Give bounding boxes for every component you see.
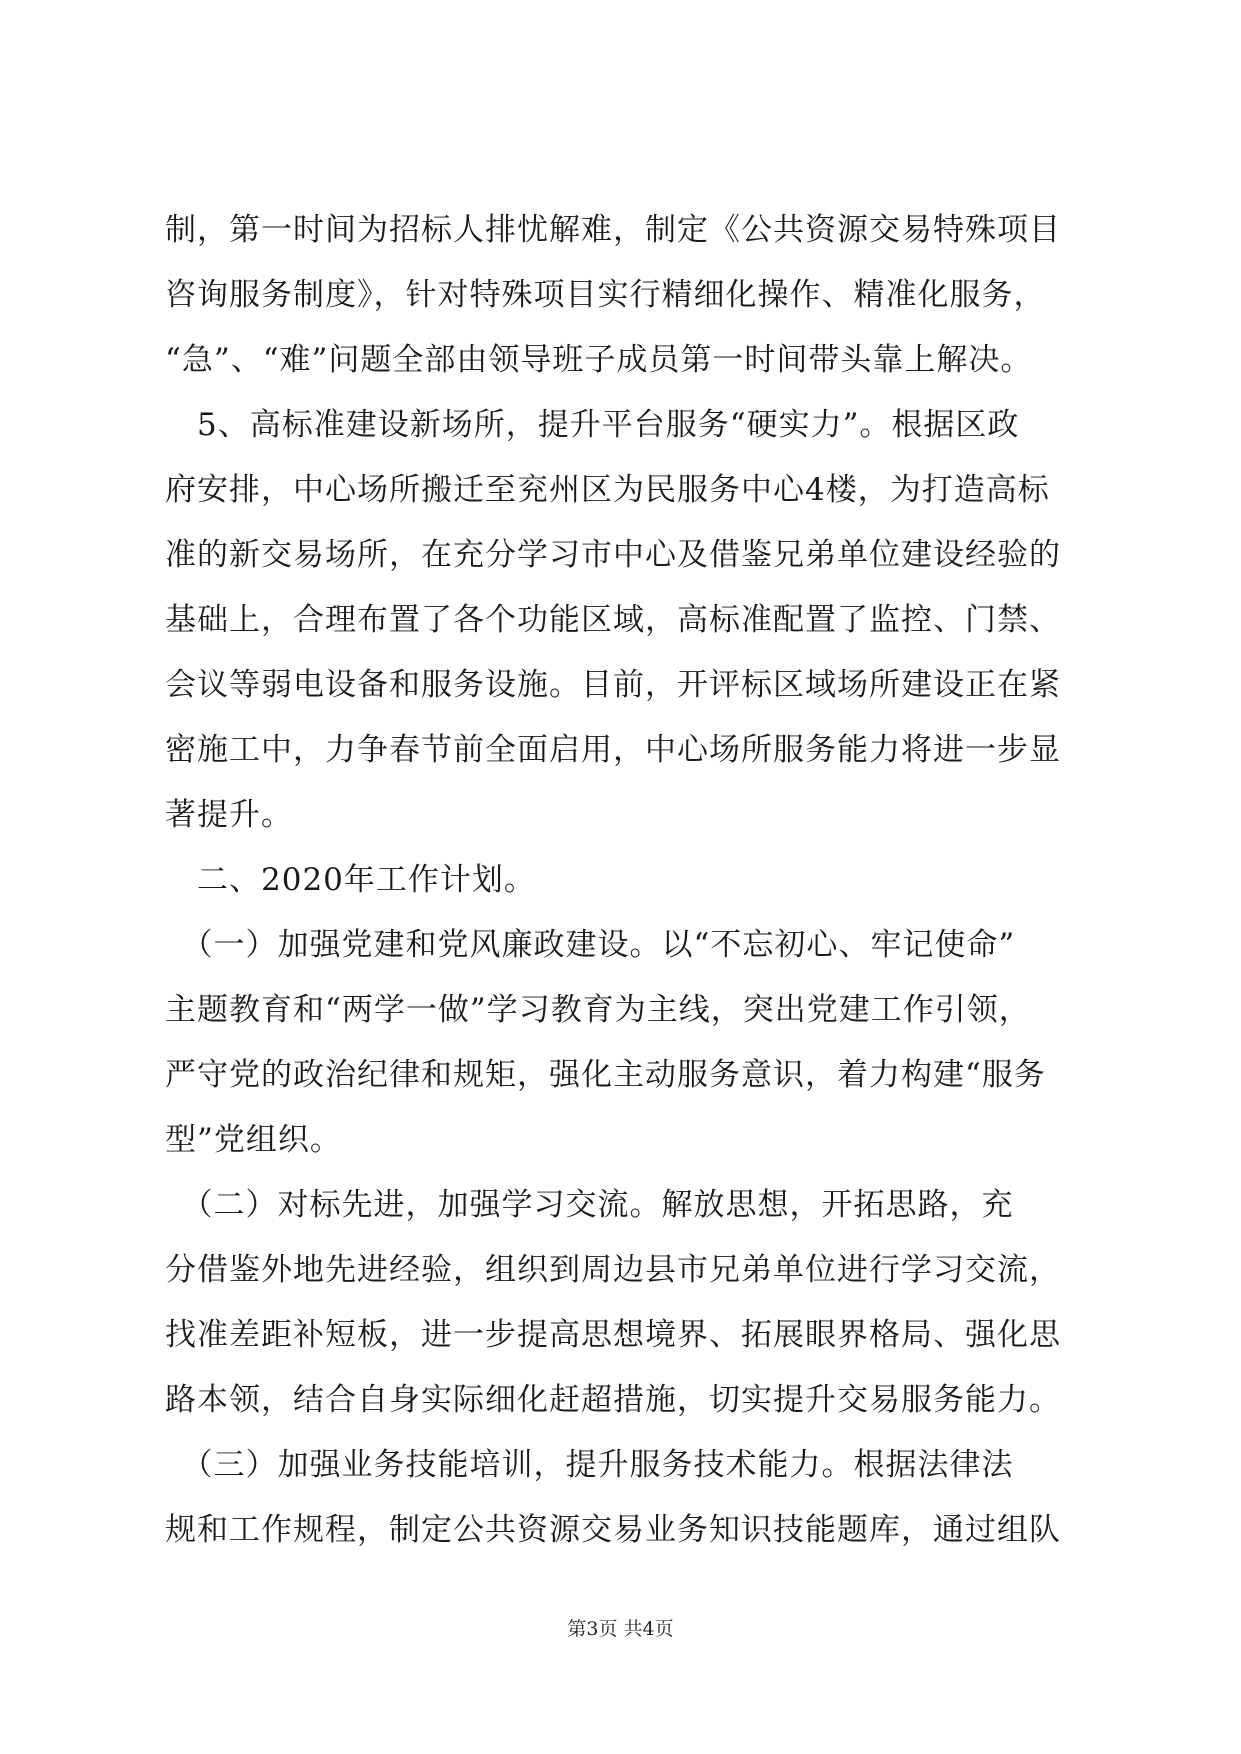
body-text-line: 路本领，结合自身实际细化赶超措施，切实提升交易服务能力。 — [165, 1382, 1061, 1418]
body-text-line: 基础上，合理布置了各个功能区域，高标准配置了监控、门禁、 — [165, 602, 1061, 638]
body-text-line: 分借鉴外地先进经验，组织到周边县市兄弟单位进行学习交流， — [165, 1252, 1061, 1288]
body-text-line: （一）加强党建和党风廉政建设。以“不忘初心、牢记使命” — [165, 927, 1016, 963]
section-heading: 二、2020年工作计划。 — [165, 862, 536, 898]
body-text-line: 找准差距补短板，进一步提高思想境界、拓展眼界格局、强化思 — [165, 1317, 1061, 1353]
body-text-line: 密施工中，力争春节前全面启用，中心场所服务能力将进一步显 — [165, 732, 1061, 768]
body-text-line: 主题教育和“两学一做”学习教育为主线，突出党建工作引领， — [165, 992, 1031, 1028]
body-text-line: 准的新交易场所，在充分学习市中心及借鉴兄弟单位建设经验的 — [165, 537, 1061, 573]
body-text-line: 著提升。 — [165, 797, 293, 833]
body-text-line: 制，第一时间为招标人排忧解难，制定《公共资源交易特殊项目 — [165, 212, 1061, 248]
body-text-line: 严守党的政治纪律和规矩，强化主动服务意识，着力构建“服务 — [165, 1057, 1046, 1093]
body-text-line: 会议等弱电设备和服务设施。目前，开评标区域场所建设正在紧 — [165, 667, 1061, 703]
body-text-line: 咨询服务制度》，针对特殊项目实行精细化操作、精准化服务， — [165, 277, 1046, 313]
body-text-line: （二）对标先进，加强学习交流。解放思想，开拓思路，充 — [165, 1187, 1014, 1223]
body-text-line: 府安排，中心场所搬迁至兖州区为民服务中心4楼，为打造高标 — [165, 472, 1050, 508]
body-text-line: 型”党组织。 — [165, 1122, 342, 1158]
page-number-footer: 第3页 共4页 — [567, 1618, 674, 1640]
body-text-line: 规和工作规程，制定公共资源交易业务知识技能题库，通过组队 — [165, 1512, 1061, 1548]
body-text-line: 5、高标准建设新场所，提升平台服务“硬实力”。根据区政 — [165, 407, 1020, 443]
body-text-line: “急”、“难”问题全部由领导班子成员第一时间带头靠上解决。 — [165, 342, 1033, 378]
body-text-line: （三）加强业务技能培训，提升服务技术能力。根据法律法 — [165, 1447, 1014, 1483]
